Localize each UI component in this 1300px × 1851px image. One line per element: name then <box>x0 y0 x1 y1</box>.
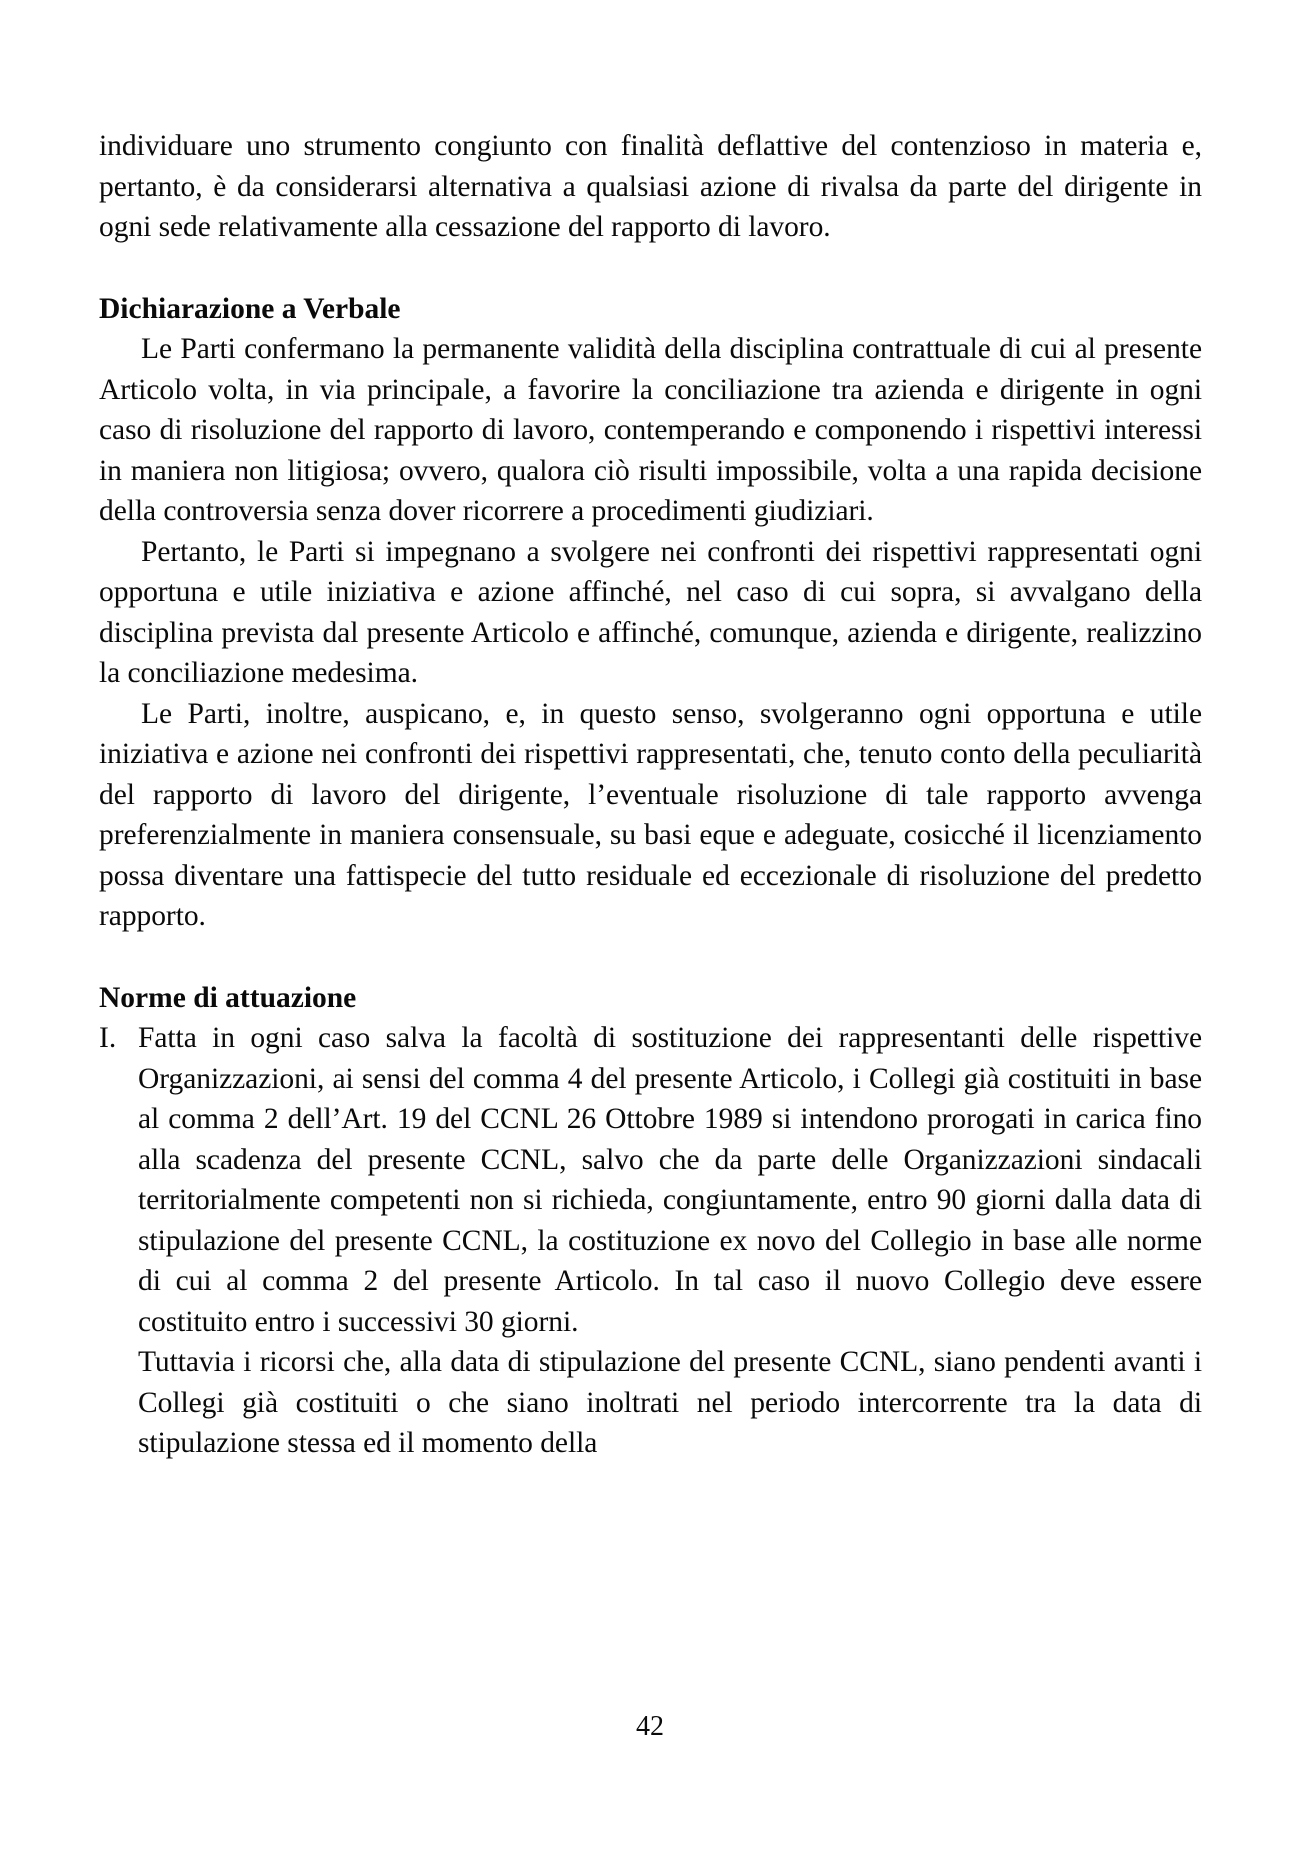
paragraph-pertanto-le-parti: Pertanto, le Parti si impegnano a svolgere nei confronti dei rispettivi rappresentati ogni opportuna e utile iniziativa e azione affinché, nel caso di cui sopra, si avvalgano della disciplina prevista dal presente Articolo e affinché, comunque, azienda e dirigente, realizzino la conciliazione medesima. <box>99 535 1202 689</box>
list-item <box>99 1018 1202 1464</box>
spacer <box>99 937 1202 978</box>
list-item-paragraph-fatta-in-ogni-caso: Fatta in ogni caso salva la facoltà di sostituzione dei rappresentanti delle rispettive Organizzazioni, ai sensi del comma 4 del presente Articolo, i Collegi già costituiti in base al comma 2 dell’Art. 19 del CCNL 26 Ottobre 1989 si intendono prorogati in carica fino alla scadenza del presente CCNL, salvo che da parte delle Organizzazioni sindacali territorialmente competenti non si richieda, congiuntamente, entro 90 giorni dalla data di stipulazione del presente CCNL, la costituzione ex novo del Collegio in base alle norme di cui al comma 2 del presente Articolo. In tal caso il nuovo Collegio deve essere costituito entro i successivi 30 giorni. <box>138 1022 1202 1338</box>
section-heading-dichiarazione-a-verbale: Dichiarazione a Verbale <box>99 292 401 325</box>
spacer <box>99 248 1202 289</box>
paragraph-le-parti-confermano: Le Parti confermano la permanente validità della disciplina contrattuale di cui al presente Articolo volta, in via principale, a favorire la conciliazione tra azienda e dirigente in ogni caso di risoluzione del rapporto di lavoro, contemperando e componendo i rispettivi interessi in maniera non litigiosa; ovvero, qualora ciò risulti impossibile, volta a una rapida decisione della controversia senza dover ricorrere a procedimenti giudiziari. <box>99 333 1202 527</box>
page-number: 42 <box>636 1711 664 1742</box>
list-item-body <box>138 1018 1202 1464</box>
list-item-marker: I. <box>99 1022 117 1054</box>
page-content <box>99 126 1202 1464</box>
paragraph-continuation: individuare uno strumento congiunto con finalità deflattive del contenzioso in materia e, pertanto, è da considerarsi alternativa a qualsiasi azione di rivalsa da parte del dirigente in ogni sede relativamente alla cessazione del rapporto di lavoro. <box>99 130 1202 243</box>
list-item-paragraph-tuttavia-i-ricorsi: Tuttavia i ricorsi che, alla data di stipulazione del presente CCNL, siano pendenti avanti i Collegi già costituiti o che siano inoltrati nel periodo intercorrente tra la data di stipulazione stessa ed il momento della <box>138 1346 1202 1459</box>
paragraph-le-parti-inoltre: Le Parti, inoltre, auspicano, e, in questo senso, svolgeranno ogni opportuna e utile iniziativa e azione nei confronti dei rispettivi rappresentati, che, tenuto conto della peculiarità del rapporto di lavoro del dirigente, l’eventuale risoluzione di tale rapporto avvenga preferenzialmente in maniera consensuale, su basi eque e adeguate, cosicché il licenziamento possa diventare una fattispecie del tutto residuale ed eccezionale di risoluzione del predetto rapporto. <box>99 697 1202 932</box>
section-heading-norme-di-attuazione: Norme di attuazione <box>99 981 357 1014</box>
